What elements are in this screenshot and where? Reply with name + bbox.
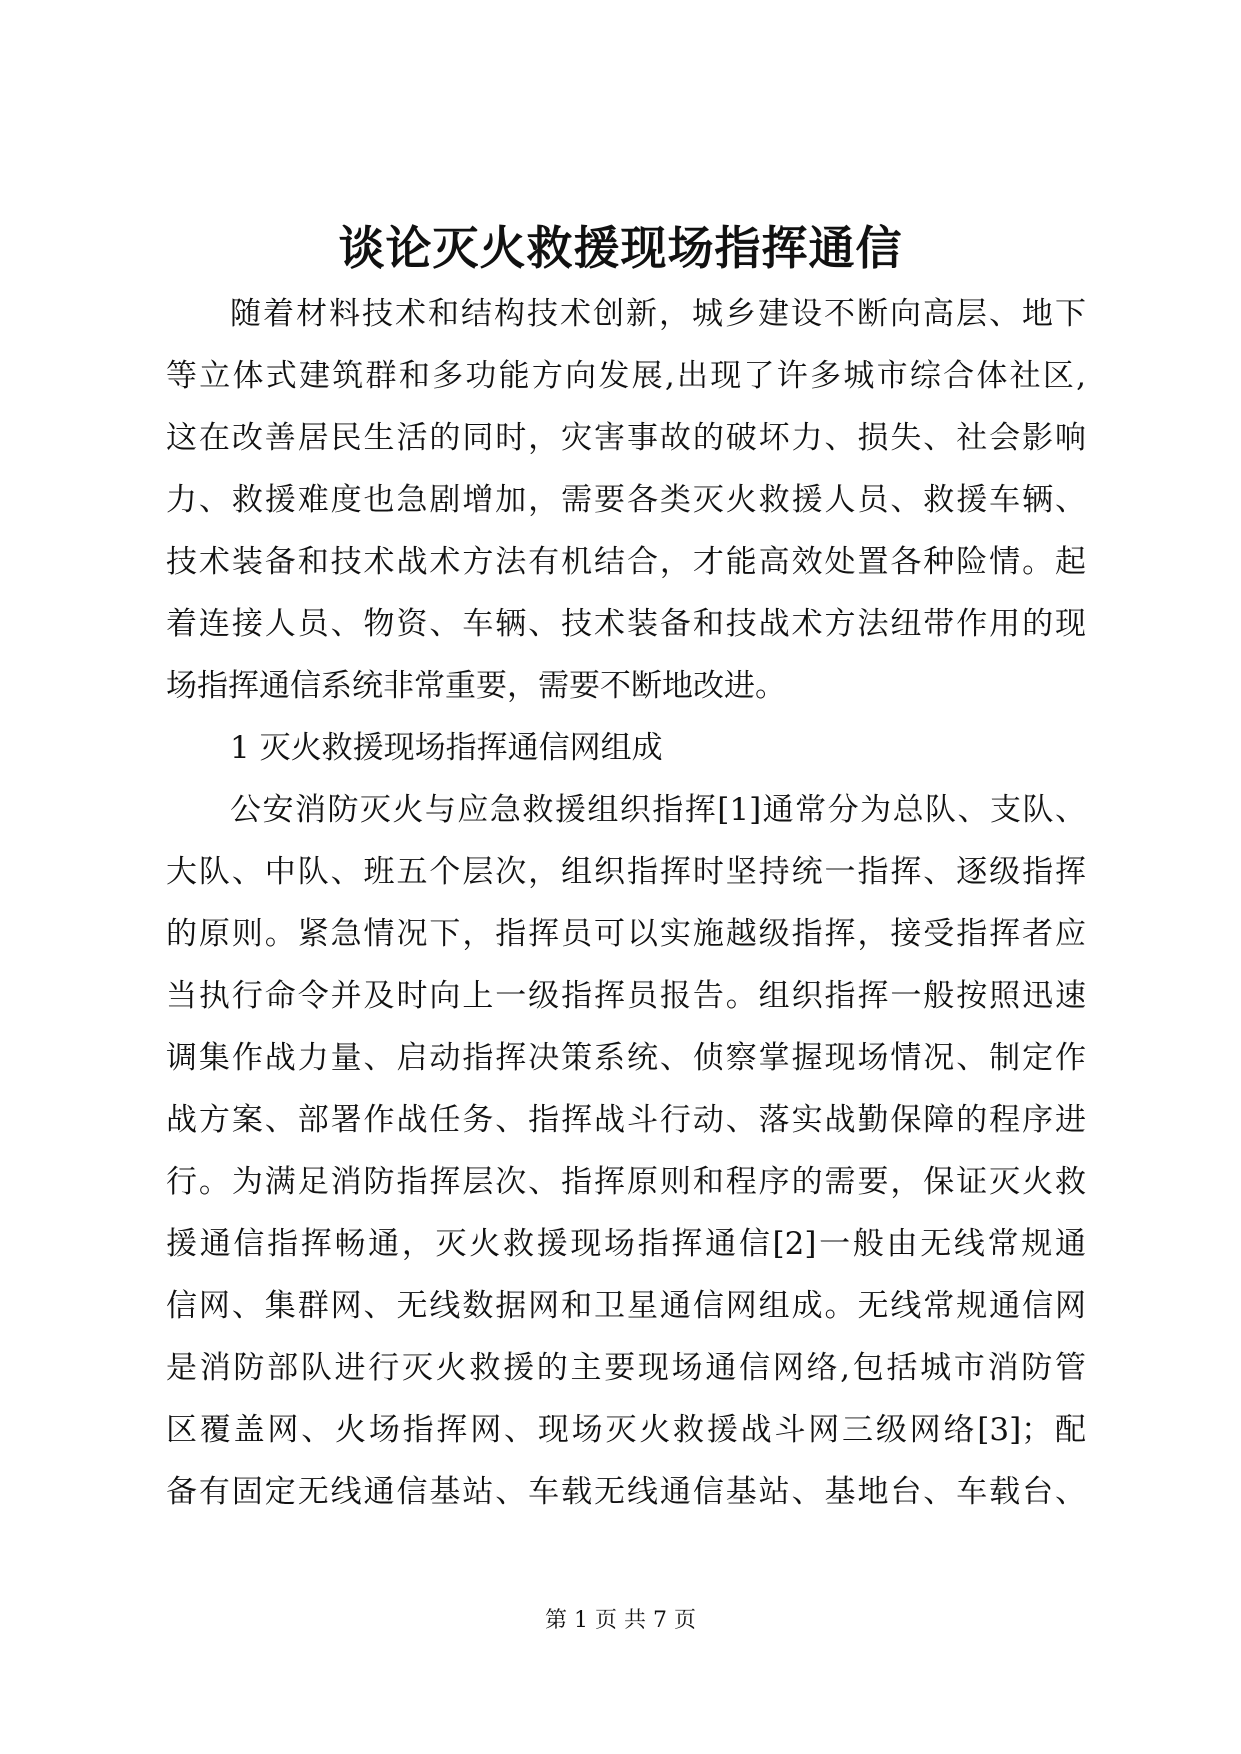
- text-line: 信网、集群网、无线数据网和卫星通信网组成。无线常规通信网: [166, 1288, 1086, 1324]
- text-line: 备有固定无线通信基站、车载无线通信基站、基地台、车载台、: [166, 1474, 1086, 1510]
- text-line: 随着材料技术和结构技术创新，城乡建设不断向高层、地下: [230, 296, 1086, 332]
- text-line: 公安消防灭火与应急救援组织指挥[1]通常分为总队、支队、: [230, 792, 1086, 828]
- text-line: 的原则。紧急情况下，指挥员可以实施越级指挥，接受指挥者应: [166, 916, 1086, 952]
- document-title: 谈论灭火救援现场指挥通信: [338, 221, 903, 275]
- text-line: 援通信指挥畅通，灭火救援现场指挥通信[2]一般由无线常规通: [166, 1226, 1086, 1262]
- text-line: 场指挥通信系统非常重要，需要不断地改进。: [166, 668, 786, 704]
- text-line: 力、救援难度也急剧增加，需要各类灭火救援人员、救援车辆、: [166, 482, 1086, 518]
- text-line: 大队、中队、班五个层次，组织指挥时坚持统一指挥、逐级指挥: [166, 854, 1086, 890]
- section-heading: 1 灭火救援现场指挥通信网组成: [230, 730, 663, 766]
- text-line: 当执行命令并及时向上一级指挥员报告。组织指挥一般按照迅速: [166, 978, 1086, 1014]
- document-body: [166, 283, 1086, 1523]
- text-line: 是消防部队进行灭火救援的主要现场通信网络,包括城市消防管: [166, 1350, 1086, 1386]
- text-line: 战方案、部署作战任务、指挥战斗行动、落实战勤保障的程序进: [166, 1102, 1086, 1138]
- page-number-footer: 第 1 页 共 7 页: [545, 1608, 696, 1633]
- text-line: 调集作战力量、启动指挥决策系统、侦察掌握现场情况、制定作: [166, 1040, 1086, 1076]
- text-line: 这在改善居民生活的同时，灾害事故的破坏力、损失、社会影响: [166, 420, 1086, 456]
- text-line: 区覆盖网、火场指挥网、现场灭火救援战斗网三级网络[3]；配: [166, 1412, 1086, 1448]
- text-line: 行。为满足消防指挥层次、指挥原则和程序的需要，保证灭火救: [166, 1164, 1086, 1200]
- text-line: 着连接人员、物资、车辆、技术装备和技战术方法纽带作用的现: [166, 606, 1086, 642]
- text-line: 等立体式建筑群和多功能方向发展,出现了许多城市综合体社区,: [166, 358, 1086, 394]
- text-line: 技术装备和技术战术方法有机结合，才能高效处置各种险情。起: [166, 544, 1086, 580]
